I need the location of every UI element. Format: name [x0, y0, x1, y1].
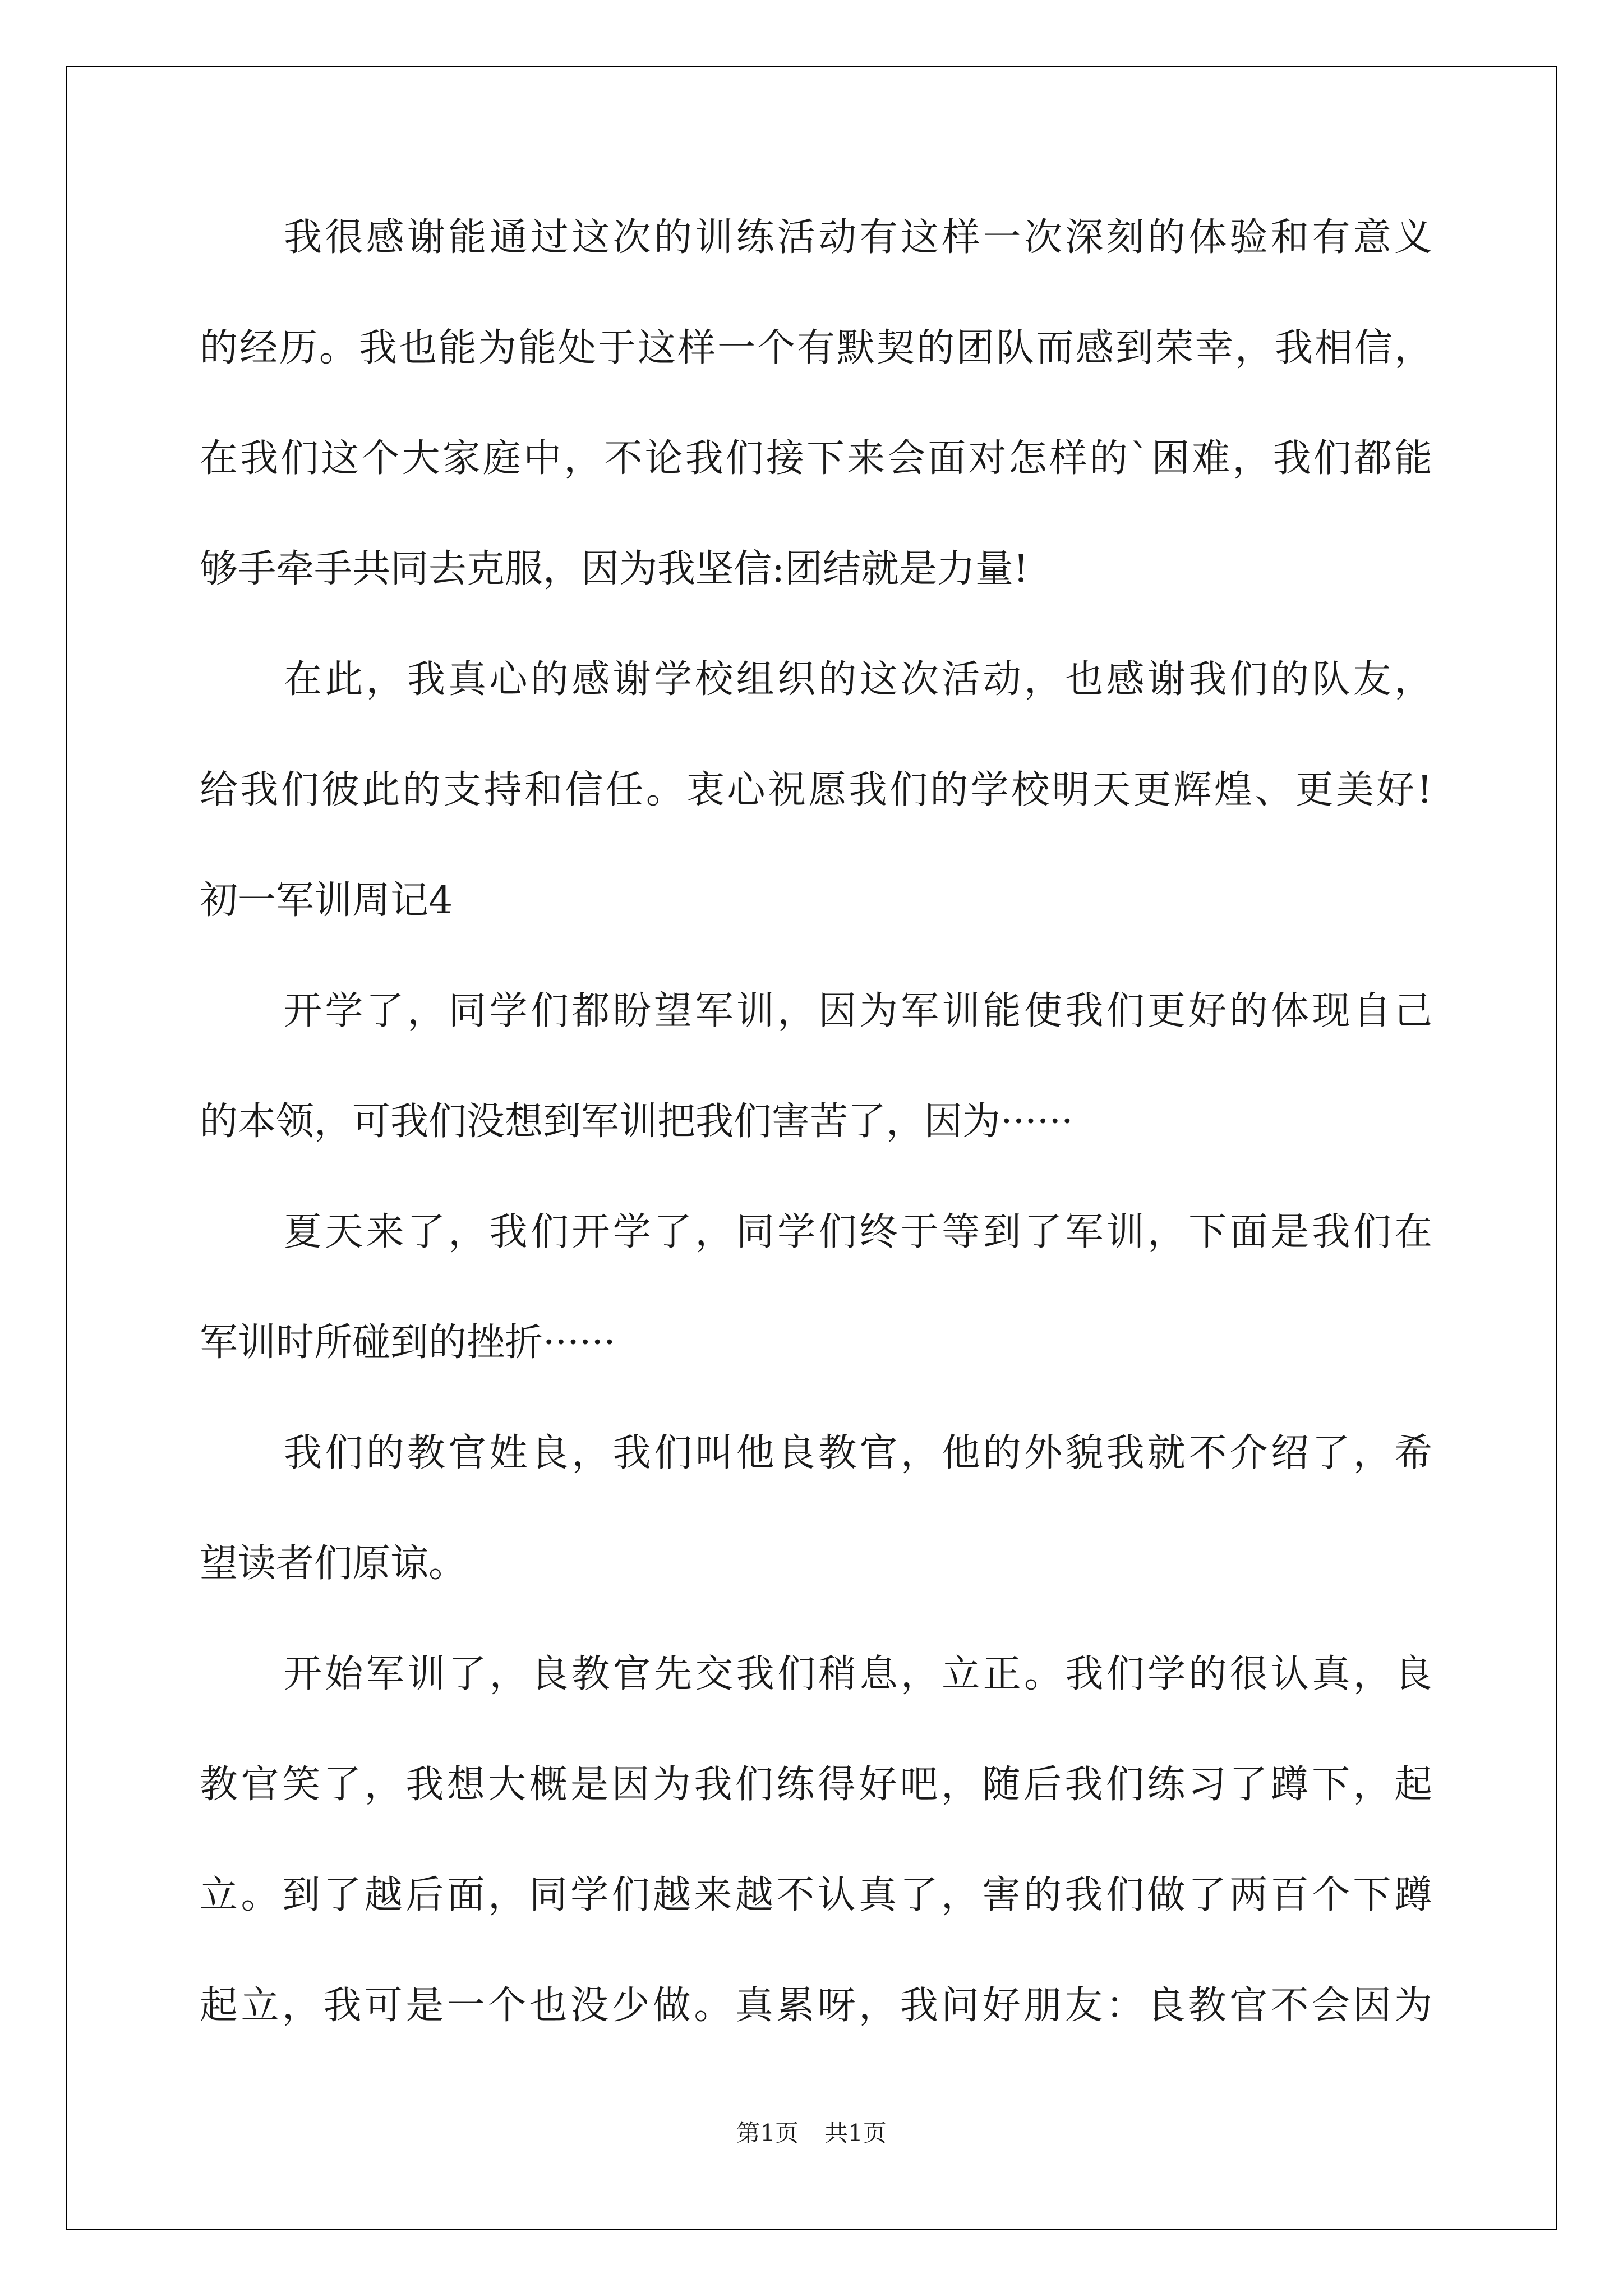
paragraph-line: 起立，我可是一个也没少做。真累呀，我问好朋友：良教官不会因为 — [200, 1984, 1432, 2028]
current-page-number: 第1页 — [736, 2119, 799, 2147]
document-body — [200, 215, 1432, 2097]
paragraph-line: 够手牵手共同去克服，因为我坚信:团结就是力量! — [200, 547, 1029, 591]
paragraph-line: 在我们这个大家庭中，不论我们接下来会面对怎样的`困难，我们都能 — [200, 436, 1432, 481]
page-footer — [0, 2119, 1623, 2147]
paragraph-line: 给我们彼此的支持和信任。衷心祝愿我们的学校明天更辉煌、更美好! — [200, 768, 1432, 812]
paragraph-line: 望读者们原谅。 — [200, 1542, 467, 1586]
paragraph-line: 的本领，可我们没想到军训把我们害苦了，因为······ — [200, 1099, 1073, 1144]
paragraph-line: 开始军训了，良教官先交我们稍息，立正。我们学的很认真，良 — [284, 1652, 1432, 1696]
paragraph-line: 我很感谢能通过这次的训练活动有这样一次深刻的体验和有意义 — [284, 215, 1432, 260]
paragraph-line: 开学了，同学们都盼望军训，因为军训能使我们更好的体现自己 — [284, 989, 1432, 1033]
section-heading: 初一军训周记4 — [200, 878, 453, 923]
paragraph-line: 在此，我真心的感谢学校组织的这次活动，也感谢我们的队友， — [284, 657, 1432, 702]
paragraph-line: 夏天来了，我们开学了，同学们终于等到了军训，下面是我们在 — [284, 1210, 1432, 1254]
paragraph-line: 教官笑了，我想大概是因为我们练得好吧，随后我们练习了蹲下，起 — [200, 1763, 1432, 1807]
paragraph-line: 立。到了越后面，同学们越来越不认真了，害的我们做了两百个下蹲 — [200, 1873, 1432, 1917]
paragraph-line: 军训时所碰到的挫折······ — [200, 1320, 616, 1365]
paragraph-line: 我们的教官姓良，我们叫他良教官，他的外貌我就不介绍了，希 — [284, 1431, 1432, 1475]
paragraph-line: 的经历。我也能为能处于这样一个有默契的团队而感到荣幸，我相信， — [200, 326, 1432, 370]
total-pages: 共1页 — [824, 2119, 887, 2147]
